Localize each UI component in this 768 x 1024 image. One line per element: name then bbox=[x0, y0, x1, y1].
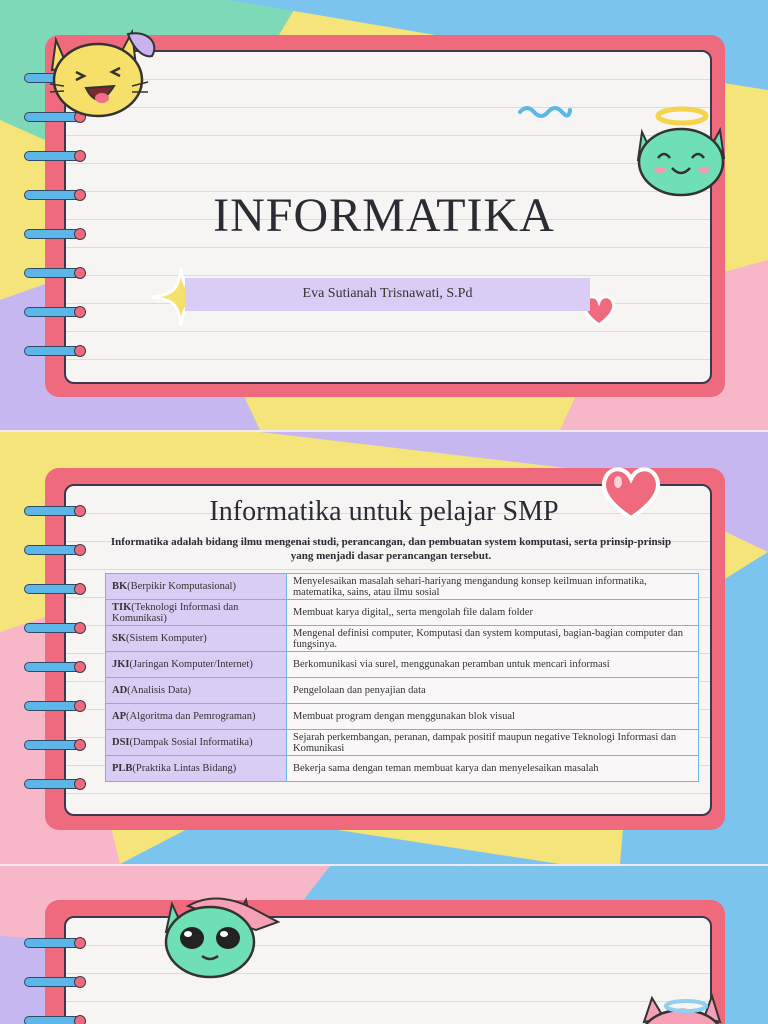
subject-full-name: (Algoritma dan Pemrograman) bbox=[126, 711, 256, 722]
subject-abbreviation: JKI bbox=[112, 659, 130, 670]
subject-abbreviation: PLB bbox=[112, 763, 133, 774]
subject-cell bbox=[106, 704, 287, 730]
subject-full-name: (Jaringan Komputer/Internet) bbox=[129, 659, 253, 670]
table-row bbox=[106, 678, 699, 704]
subject-cell bbox=[106, 652, 287, 678]
subject-abbreviation: AP bbox=[112, 711, 126, 722]
author-name: Eva Sutianah Trisnawati, S.Pd bbox=[302, 286, 473, 301]
subject-cell bbox=[106, 574, 287, 600]
table-row bbox=[106, 626, 699, 652]
subject-description: Berkomunikasi via surel, menggunakan peramban untuk mencari informasi bbox=[287, 652, 699, 678]
section-title: Informatika untuk pelajar SMP bbox=[209, 496, 559, 527]
subject-cell bbox=[106, 756, 287, 782]
subject-full-name: (Praktika Lintas Bidang) bbox=[132, 763, 237, 774]
subject-full-name: (Dampak Sosial Informatika) bbox=[129, 737, 253, 748]
slide-3 bbox=[0, 866, 768, 1024]
subject-description: Bekerja sama dengan teman membuat karya dan menyelesaikan masalah bbox=[287, 756, 699, 782]
section-description: Informatika adalah bidang ilmu mengenai studi, perancangan, dan pembuatan system komputasi, serta prinsip-prinsip yang menjadi dasar perancangan tersebut. bbox=[110, 536, 672, 562]
subject-description: Pengelolaan dan penyajian data bbox=[287, 678, 699, 704]
subject-cell bbox=[106, 626, 287, 652]
subject-description: Membuat karya digital,, serta mengolah file dalam folder bbox=[287, 600, 699, 626]
subject-abbreviation: SK bbox=[112, 633, 127, 644]
subject-table bbox=[105, 573, 699, 782]
table-row bbox=[106, 574, 699, 600]
presentation-title: INFORMATIKA bbox=[213, 189, 555, 242]
table-row bbox=[106, 756, 699, 782]
subject-abbreviation: DSI bbox=[112, 737, 130, 748]
subject-abbreviation: TIK bbox=[112, 601, 132, 613]
subject-abbreviation: AD bbox=[112, 685, 128, 696]
subject-cell bbox=[106, 730, 287, 756]
table-row bbox=[106, 704, 699, 730]
subject-cell bbox=[106, 678, 287, 704]
subject-description: Mengenal definisi computer, Komputasi dan system komputasi, bagian-bagian computer dan fungsinya. bbox=[287, 626, 699, 652]
subject-full-name: (Teknologi Informasi dan Komunikasi) bbox=[112, 601, 239, 624]
table-row bbox=[106, 600, 699, 626]
cat-green-angel-icon bbox=[626, 102, 736, 200]
subject-full-name: (Analisis Data) bbox=[127, 685, 192, 696]
subject-description: Sejarah perkembangan, peranan, dampak positif maupun negative Teknologi Informasi dan Komunikasi bbox=[287, 730, 699, 756]
cat-pink-icon bbox=[634, 992, 724, 1024]
subject-full-name: (Berpikir Komputasional) bbox=[127, 581, 236, 592]
subject-description: Membuat program dengan menggunakan blok visual bbox=[287, 704, 699, 730]
subject-full-name: (Sistem Komputer) bbox=[126, 633, 207, 644]
subject-cell bbox=[106, 600, 287, 626]
slide-1 bbox=[0, 0, 768, 430]
table-row bbox=[106, 730, 699, 756]
squiggle-icon bbox=[516, 102, 572, 120]
subject-description: Menyelesaikan masalah sehari-hariyang mengandung konsep keilmuan informatika, matematika, sains, atau ilmu sosial bbox=[287, 574, 699, 600]
cat-yellow-laughing-icon bbox=[36, 22, 160, 122]
table-row bbox=[106, 652, 699, 678]
subject-abbreviation: BK bbox=[112, 581, 128, 592]
cat-green-sunglasses-icon bbox=[152, 886, 282, 982]
